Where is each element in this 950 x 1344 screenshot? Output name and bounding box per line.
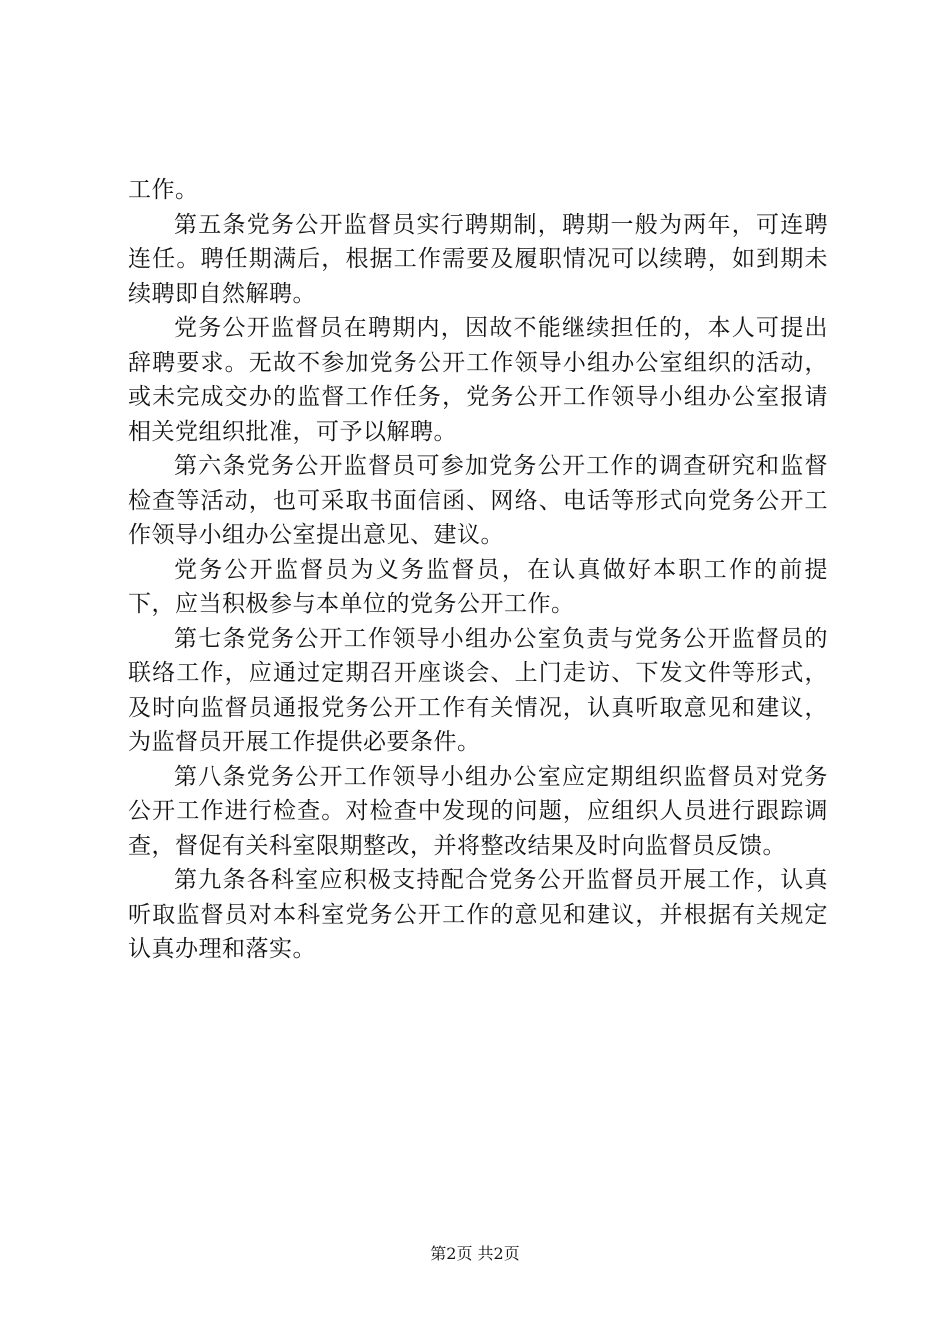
paragraph-article-6: 第六条党务公开监督员可参加党务公开工作的调查研究和监督检查等活动，也可采取书面信函、网络、电话等形式向党务公开工作领导小组办公室提出意见、建议。 <box>128 453 828 548</box>
paragraph-continuation: 工作。 <box>128 177 199 203</box>
page-footer <box>0 1244 950 1264</box>
document-body <box>128 173 828 967</box>
page-number: 第2页 共2页 <box>430 1244 520 1263</box>
paragraph-article-5: 第五条党务公开监督员实行聘期制，聘期一般为两年，可连聘连任。聘任期满后，根据工作需要及履职情况可以续聘，如到期未续聘即自然解聘。 <box>128 211 828 307</box>
paragraph-volunteer: 党务公开监督员为义务监督员，在认真做好本职工作的前提下，应当积极参与本单位的党务公开工作。 <box>128 556 828 617</box>
paragraph-article-7: 第七条党务公开工作领导小组办公室负责与党务公开监督员的联络工作，应通过定期召开座谈会、上门走访、下发文件等形式，及时向监督员通报党务公开工作有关情况，认真听取意见和建议，为监督员开展工作提供必要条件。 <box>128 625 828 755</box>
paragraph-resignation: 党务公开监督员在聘期内，因故不能继续担任的，本人可提出辞聘要求。无故不参加党务公开工作领导小组办公室组织的活动，或未完成交办的监督工作任务，党务公开工作领导小组办公室报请相关党组织批准，可予以解聘。 <box>128 315 828 445</box>
paragraph-article-9: 第九条各科室应积极支持配合党务公开监督员开展工作，认真听取监督员对本科室党务公开工作的意见和建议，并根据有关规定认真办理和落实。 <box>128 867 828 962</box>
paragraph-article-8: 第八条党务公开工作领导小组办公室应定期组织监督员对党务公开工作进行检查。对检查中发现的问题，应组织人员进行跟踪调查，督促有关科室限期整改，并将整改结果及时向监督员反馈。 <box>128 763 828 859</box>
